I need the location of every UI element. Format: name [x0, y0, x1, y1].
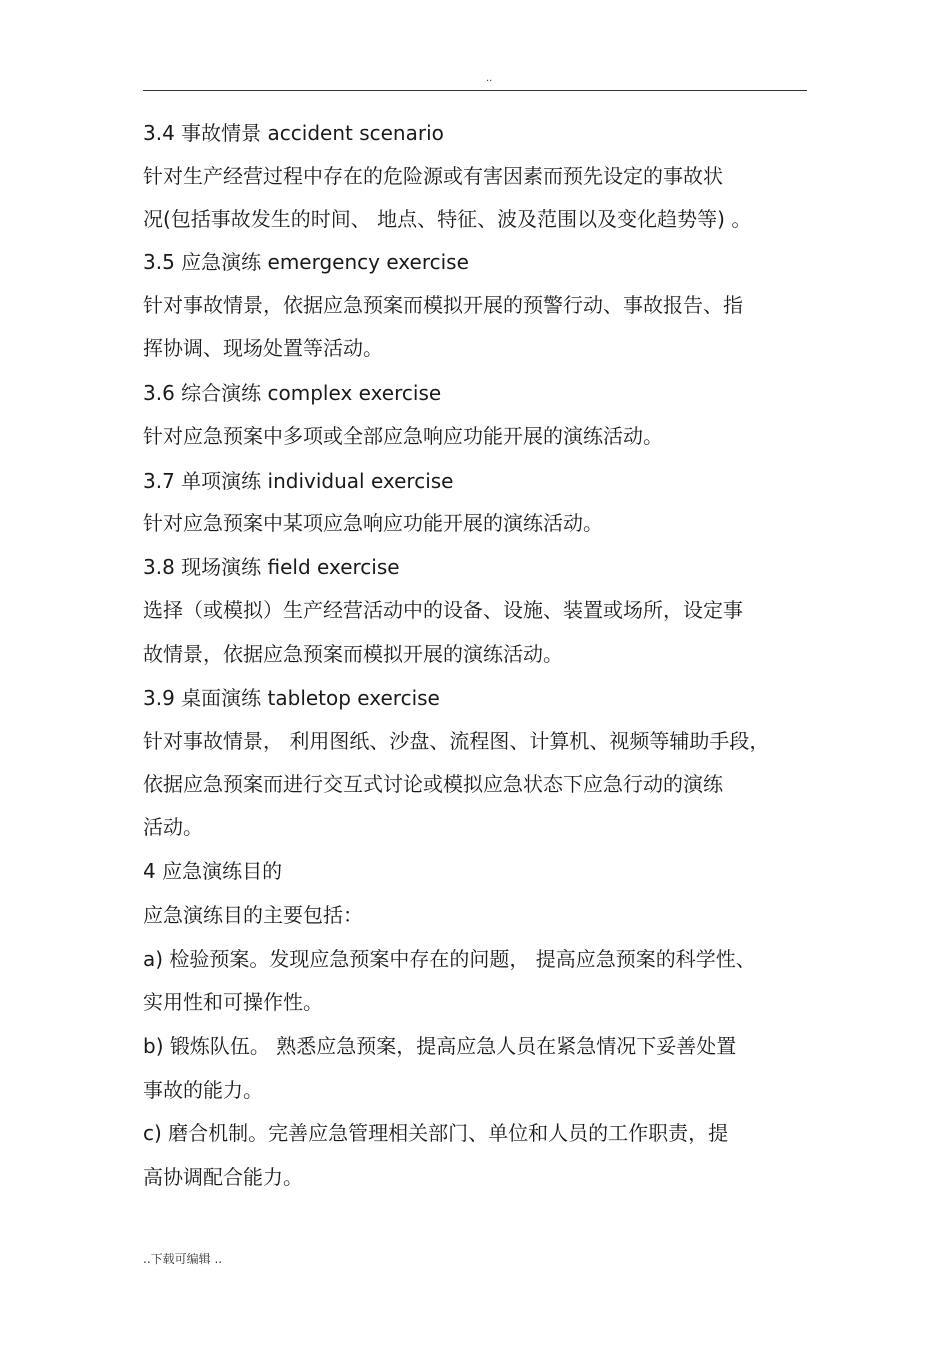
body-line: 应急演练目的主要包括： — [143, 903, 363, 927]
header-rule — [143, 90, 807, 91]
list-item-a: a) 检验预案。发现应急预案中存在的问题， 提高应急预案的科学性、 — [143, 947, 756, 971]
body-line: 针对应急预案中某项应急响应功能开展的演练活动。 — [143, 511, 603, 535]
list-item-c: c) 磨合机制。完善应急管理相关部门、单位和人员的工作职责，提 — [143, 1121, 729, 1145]
body-line: 针对应急预案中多项或全部应急响应功能开展的演练活动。 — [143, 424, 663, 448]
body-line: 事故的能力。 — [143, 1078, 263, 1102]
list-item-b: b) 锻炼队伍。 熟悉应急预案，提高应急人员在紧急情况下妥善处置 — [143, 1034, 737, 1058]
section-heading-3-4: 3.4 事故情景 accident scenario — [143, 121, 444, 145]
body-line: 选择（或模拟）生产经营活动中的设备、设施、装置或场所，设定事 — [143, 598, 743, 622]
body-line: 针对事故情景， 利用图纸、沙盘、流程图、计算机、视频等辅助手段， — [143, 729, 770, 753]
body-line: 依据应急预案而进行交互式讨论或模拟应急状态下应急行动的演练 — [143, 772, 723, 796]
section-heading-3-5: 3.5 应急演练 emergency exercise — [143, 250, 469, 274]
body-line: 针对事故情景，依据应急预案而模拟开展的预警行动、事故报告、指 — [143, 293, 743, 317]
body-line: 况(包括事故发生的时间、 地点、特征、波及范围以及变化趋势等) 。 — [143, 207, 752, 231]
body-line: 活动。 — [143, 815, 203, 839]
body-line: 针对生产经营过程中存在的危险源或有害因素而预先设定的事故状 — [143, 164, 723, 188]
header-mark: .. — [486, 73, 493, 84]
section-heading-3-8: 3.8 现场演练 field exercise — [143, 555, 400, 579]
section-heading-4: 4 应急演练目的 — [143, 859, 283, 883]
body-line: 故情景，依据应急预案而模拟开展的演练活动。 — [143, 642, 563, 666]
body-line: 挥协调、现场处置等活动。 — [143, 336, 383, 360]
footer-text: ..下载可编辑 .. — [143, 1252, 223, 1266]
body-line: 实用性和可操作性。 — [143, 990, 323, 1014]
section-heading-3-7: 3.7 单项演练 individual exercise — [143, 469, 454, 493]
section-heading-3-9: 3.9 桌面演练 tabletop exercise — [143, 686, 440, 710]
body-line: 高协调配合能力。 — [143, 1165, 303, 1189]
section-heading-3-6: 3.6 综合演练 complex exercise — [143, 381, 442, 405]
